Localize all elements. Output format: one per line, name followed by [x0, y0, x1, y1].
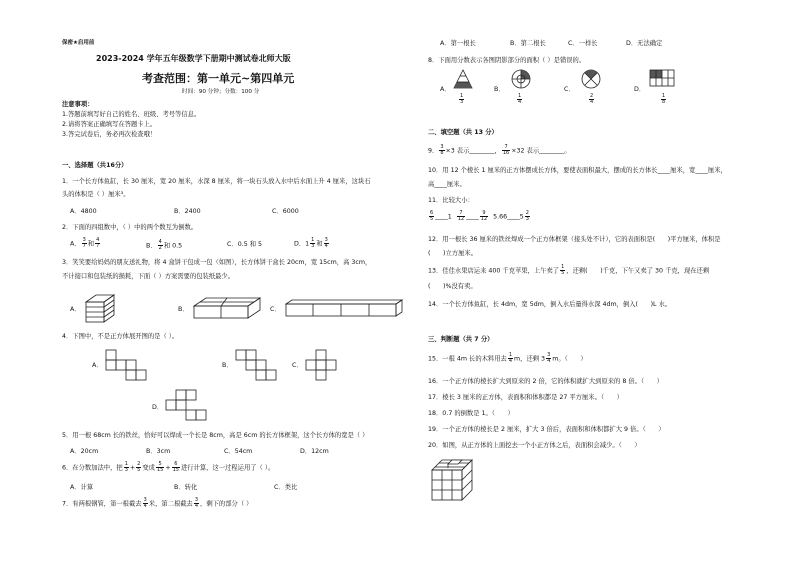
note-2: 2.请将答案正确填写在答题卡上。 [62, 121, 157, 128]
q14-text: 14．一个长方体鱼缸，长 4dm，宽 5dm，倒入水后量得水深 4dm，倒入( )L 水。 [428, 301, 672, 308]
note-1: 1.答题前填写好自己的姓名、班级、考号等信息。 [62, 111, 201, 118]
q4-option-c[interactable]: C． [292, 362, 303, 369]
q18-text: 18．0.7 的倒数是 1。（ ） [428, 410, 514, 417]
q11-compare: $\frac{6}{5}$ ____1 $\frac{7}{12}$ ____ $\frac{9}{12}$ 5.66____5 $\frac{2}{3}$ [430, 210, 529, 222]
q8-circle-figure-c [580, 68, 602, 90]
q15-text: 15．一根 4m 长的木料用去 $\frac{1}{4}$ m，还剩 3 $\frac{3}{4}$ m。（ ） [428, 352, 587, 364]
q7-option-a[interactable]: A．第一根长 [440, 40, 476, 47]
q8-triangle-figure [452, 68, 474, 90]
q4-net-d [164, 388, 214, 422]
q8-option-a[interactable]: A． [440, 86, 451, 93]
q8-rect-figure-d [648, 68, 676, 90]
q3-figure-a [84, 292, 116, 324]
q7-text: 7．有两根钢管，第一根截去 $\frac{3}{4}$ 米，第二根截去 $\frac{3}{4}$ ，剩下的部分（ ） [62, 497, 253, 509]
q4-option-d[interactable]: D． [152, 404, 164, 411]
q1-option-a[interactable]: A．4800 [70, 208, 97, 215]
q4-option-a[interactable]: A． [92, 362, 103, 369]
q5-text: 5．用一根 68cm 长的铁丝，恰好可以焊成一个长是 8cm，高是 6cm 的长方体框架，这个长方体的宽是（ ） [62, 432, 369, 439]
q2-option-a[interactable]: A． $\frac{3}{7}$ 和 $\frac{4}{7}$ [70, 237, 100, 249]
q8-circle-figure-b [510, 68, 532, 90]
q7-option-b[interactable]: B．第二根长 [510, 40, 546, 47]
q20-text: 20．如图，从正方体的上面挖去一个小正方体之后，表面积会减少。（ ） [428, 442, 641, 449]
q4-net-b [234, 348, 278, 382]
q8-option-c[interactable]: C． [564, 86, 575, 93]
q5-option-d[interactable]: D．12cm [300, 448, 329, 455]
q2-option-d[interactable]: D．1 $\frac{1}{3}$ 和 $\frac{3}{4}$ [294, 237, 328, 249]
q1-text-2: 头的体积是（ ）厘米³。 [62, 191, 130, 198]
q6-option-b[interactable]: B．转化 [174, 484, 198, 491]
q8-frac-b: $\frac{1}{4}$ [518, 93, 522, 105]
q2-option-c[interactable]: C．0.5 和 5 [227, 241, 263, 248]
q8-frac-d: $\frac{1}{8}$ [662, 93, 666, 105]
q1-option-b[interactable]: B．2400 [174, 208, 201, 215]
q17-text: 17．棱长 3 厘米的正方体，表面积和体积都是 27 平方厘米。（ ） [428, 394, 623, 401]
q12-text-2: ( )立方厘米。 [428, 250, 477, 257]
q13-text-2: ( )%没有卖。 [428, 283, 477, 290]
q10-text-2: 高____厘米。 [428, 181, 466, 188]
q3-option-a[interactable]: A． [70, 306, 81, 313]
q13-text: 13．佳佳水果店运来 400 千克苹果，上午卖了 $\frac{1}{5}$ ，还剩( )千克，下午又卖了 30 千克，现在还剩 [428, 264, 710, 276]
note-3: 3.答完试卷后，务必再次检查哦！ [62, 131, 157, 138]
q4-option-b[interactable]: B． [222, 362, 233, 369]
section-2-title: 二、填空题（共 13 分） [428, 129, 498, 136]
q6-text: 6．在分数加法中，把 $\frac{1}{3}$ + $\frac{2}{5}$ 变成 $\frac{5}{15}$ + $\frac{6}{15}$ 进行计算，这一过程运用了（ ）。 [62, 461, 275, 473]
q7-option-c[interactable]: C．一样长 [568, 40, 598, 47]
q3-text-2: 不计接口和包装纸的损耗，下面（ ）方案需要的包装纸最少。 [62, 273, 235, 280]
q20-cube-figure [428, 456, 476, 504]
q6-option-c[interactable]: C．类比 [274, 484, 298, 491]
q16-text: 16．一个正方体的棱长扩大到原来的 2 倍，它的体积就扩大到原来的 8 倍。（ ） [428, 378, 663, 385]
q1-option-c[interactable]: C．6000 [272, 208, 299, 215]
q7-option-d[interactable]: D．无法确定 [626, 40, 663, 47]
q4-text: 4．下图中，不是正方体展开图的是（ ）。 [62, 333, 179, 340]
q4-net-c [304, 348, 338, 382]
q3-option-b[interactable]: B． [178, 306, 189, 313]
q3-figure-b [192, 296, 262, 320]
q5-option-a[interactable]: A．20cm [70, 448, 99, 455]
q1-text: 1．一个长方体鱼缸，长 30 厘米，宽 20 厘米，水深 8 厘米，将一块石头放入水中后水面上升 4 厘米，这块石 [62, 178, 371, 185]
q5-option-c[interactable]: C．54cm [224, 448, 253, 455]
q3-figure-c [284, 298, 404, 318]
q12-text: 12．用一根长 36 厘米的铁丝焊成一个正方体框架（接头处不计），它的表面积是( )平方厘米，体积是 [428, 236, 721, 243]
q11-text: 11．比较大小： [428, 197, 474, 204]
q3-option-c[interactable]: C． [270, 306, 281, 313]
section-1-title: 一、选择题（共16分） [62, 162, 128, 169]
q8-option-b[interactable]: B． [494, 86, 505, 93]
notes-title: 注意事项： [62, 101, 94, 108]
page-subtitle: 考查范围：第一单元~第四单元 [142, 72, 295, 85]
q2-text: 2．下面的四组数中，（ ）中的两个数互为倒数。 [62, 224, 198, 231]
q4-net-a [104, 348, 154, 382]
q9-text: 9． $\frac{3}{8}$ ×3 表示________， $\frac{7}{16}$ ×32 表示________。 [428, 144, 571, 156]
q8-frac-a: $\frac{1}{3}$ [460, 93, 464, 105]
q6-option-a[interactable]: A．计算 [70, 484, 94, 491]
section-3-title: 三、判断题（共 7 分） [428, 336, 494, 343]
q8-option-d[interactable]: D． [634, 86, 646, 93]
secret-label: 保密★启用前 [62, 40, 95, 46]
q3-text: 3．笑笑要给妈妈的朋友送礼物，将 4 盒饼干包成一包（如图），长方体饼干盒长 20cm，宽 15cm，高 3cm， [62, 259, 372, 266]
time-info: 时间：90 分钟；分数：100 分 [182, 89, 260, 95]
q19-text: 19．一个正方体的棱长是 2 厘米，扩大 3 倍后，表面积和体积都扩大 9 倍。（ ） [428, 426, 665, 433]
page-title: 2023-2024 学年五年级数学下册期中测试卷北师大版 [96, 54, 291, 63]
q2-option-b[interactable]: B． $\frac{4}{2}$ 和 0.5 [146, 239, 183, 251]
q8-frac-c: $\frac{2}{4}$ [590, 93, 594, 105]
q10-text: 10．用 12 个棱长 1 厘米的正方体摆成长方体，要使表面积最大，摆成的长方体长____厘米，宽____厘米， [428, 167, 727, 174]
q8-text: 8．下面用分数表示各图阴影部分的面积（ ）是错误的。 [428, 57, 586, 64]
q5-option-b[interactable]: B．3cm [146, 448, 171, 455]
